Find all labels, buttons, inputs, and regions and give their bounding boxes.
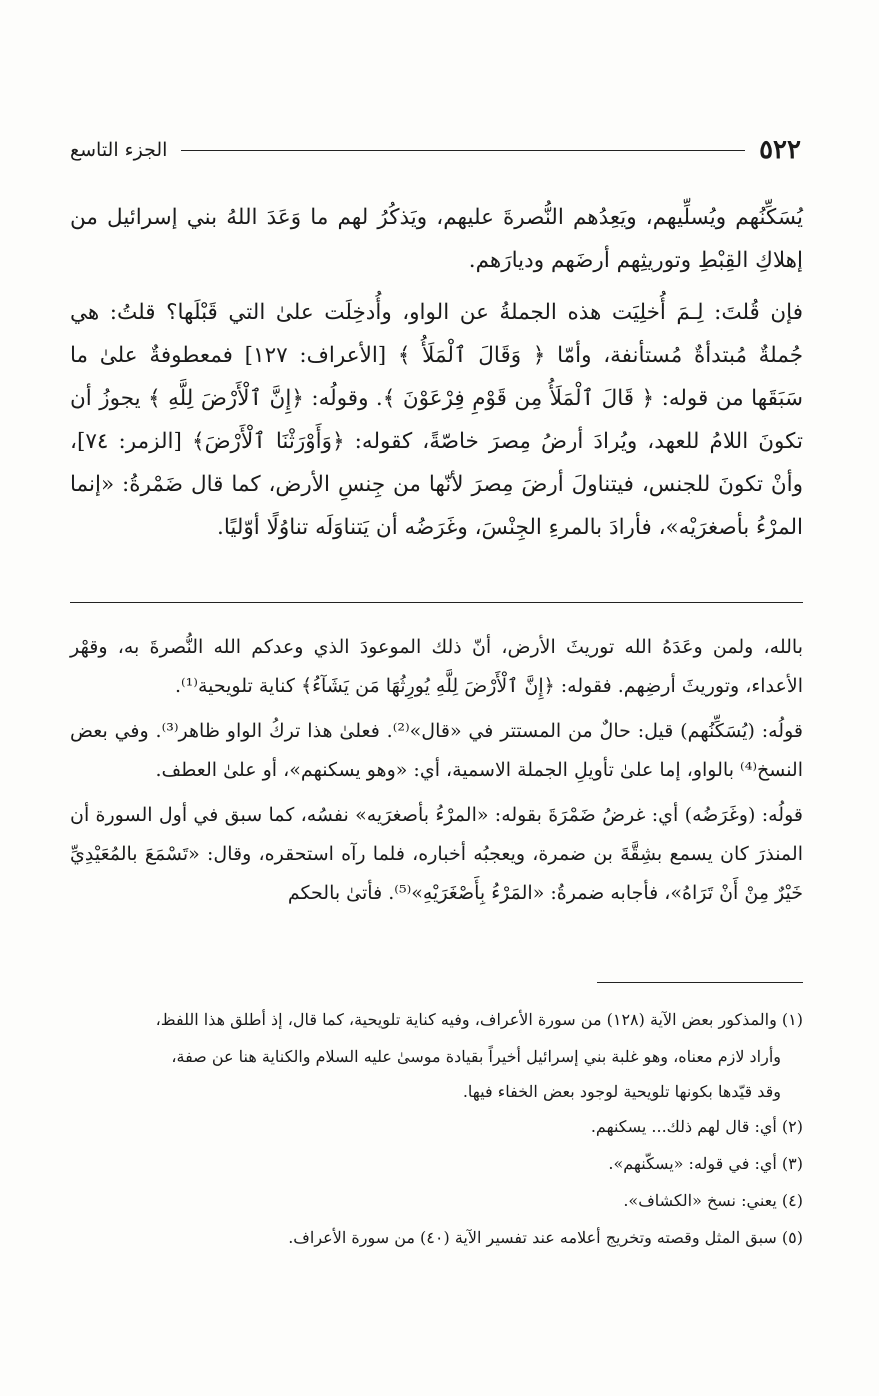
footnote-separator-rule <box>597 982 803 983</box>
footnote: (١) والمذكور بعض الآية (١٢٨) من سورة الأعراف، وفيه كناية تلويحية، كما قال، إذ أطلق هذا اللفظ، <box>155 1010 803 1029</box>
main-paragraph: فإن قُلتَ: لِـمَ أُخلِيَت هذه الجملةُ عن الواو، وأُدخِلَت علىٰ التي قَبْلَها؟ قلتُ: هي جُملةٌ مُبتدأةٌ مُستأنفة، وأمّا ﴿ وَقَالَ ٱلْمَلَأُ ﴾ [الأعراف: ١٢٧] فمعطوفةٌ علىٰ ما سَبَقَها من قوله: ﴿ قَالَ ٱلْمَلَأُ مِن قَوْمِ فِرْعَوْنَ ﴾. وقولُه: ﴿إِنَّ ٱلْأَرْضَ لِلَّهِ ﴾ يجوزُ أن تكونَ اللامُ للعهد، ويُرادَ أرضُ مِصرَ خاصّةً، كقوله: ﴿وَأَوْرَثْنَا ٱلْأَرْضَ﴾ [الزمر: ٧٤]، وأنْ تكونَ للجنس، فيتناولَ أرضَ مِصرَ لأنّها من جِنسِ الأرض، كما قال ضَمْرةُ: «إنما المرْءُ بأصغرَيْه»، فأرادَ بالمرءِ الجِنْسَ، وغَرَضُه أن يَتناوَلَه تناوُلًا أوّليًا. <box>70 300 804 540</box>
commentary-paragraph: بالله، ولمن وعَدَهُ الله توريثَ الأرض، أنّ ذلك الموعودَ الذي وعدكم الله النُّصرةَ به، وقهْر الأعداء، وتوريثَ أرضِهم. فقوله: ﴿إِنَّ ٱلْأَرْضَ لِلَّهِ يُورِثُهَا مَن يَشَآءُ﴾ كناية تلويحية⁽¹⁾. <box>70 636 803 697</box>
main-paragraph: يُسَكِّنُهم ويُسلِّيهم، ويَعِدُهم النُّصرةَ عليهم، ويَذكُرُ لهم ما وَعَدَ اللهُ بني إسرائيل من إهلاكِ القِبْطِ وتوريثِهم أرضَهم وديارَهم. <box>70 205 803 273</box>
footnote: (٥) سبق المثل وقصته وتخريج أعلامه عند تفسير الآية (٤٠) من سورة الأعراف. <box>288 1228 803 1247</box>
footnote-continuation: وقد قيّدها بكونها تلويحية لوجود بعض الخفاء فيها. <box>462 1082 781 1101</box>
page-number: ٥٢٢ <box>759 135 801 165</box>
footnote: (٢) أي: قال لهم ذلك... يسكنهم. <box>590 1117 803 1136</box>
main-text <box>70 196 803 558</box>
footnote: (٤) يعني: نسخ «الكشاف». <box>623 1191 803 1210</box>
part-title: الجزء التاسع <box>70 139 168 161</box>
footnote-continuation: وأراد لازم معناه، وهو غلبة بني إسرائيل أخيراً بقيادة موسىٰ عليه السلام والكناية هنا عن صفة، <box>171 1047 781 1066</box>
main-separator-rule <box>70 602 803 603</box>
commentary-text <box>70 628 803 919</box>
footnotes <box>70 1004 803 1259</box>
footnote: (٣) أي: في قوله: «يسكّنهم». <box>608 1154 803 1173</box>
commentary-paragraph: قولُه: (يُسَكِّنُهم) قيل: حالٌ من المستتر في «قال»⁽²⁾. فعلىٰ هذا تركُ الواو ظاهر⁽³⁾. وفي بعض النسخ⁽⁴⁾ بالواو، إما علىٰ تأويلِ الجملة الاسمية، أي: «وهو يسكنهم»، أو علىٰ العطف. <box>70 720 803 781</box>
commentary-paragraph: قولُه: (وغَرَضُه) أي: غرضُ ضَمْرَةَ بقوله: «المرْءُ بأصغرَيه» نفسُه، كما سبق في أول السورة أن المنذرَ كان يسمع بشِقَّةَ بن ضمرة، ويعجبُه أخباره، فلما رآه استحقره، وقال: «تَسْمَعَ بالمُعَيْدِيِّ خَيْرٌ مِنْ أَنْ تَرَاهُ»، فأجابه ضمرةُ: «المَرْءُ بِأَصْغَرَيْهِ»⁽⁵⁾. فأتىٰ بالحكم <box>70 804 803 904</box>
running-header <box>70 132 801 168</box>
header-rule <box>181 150 745 151</box>
